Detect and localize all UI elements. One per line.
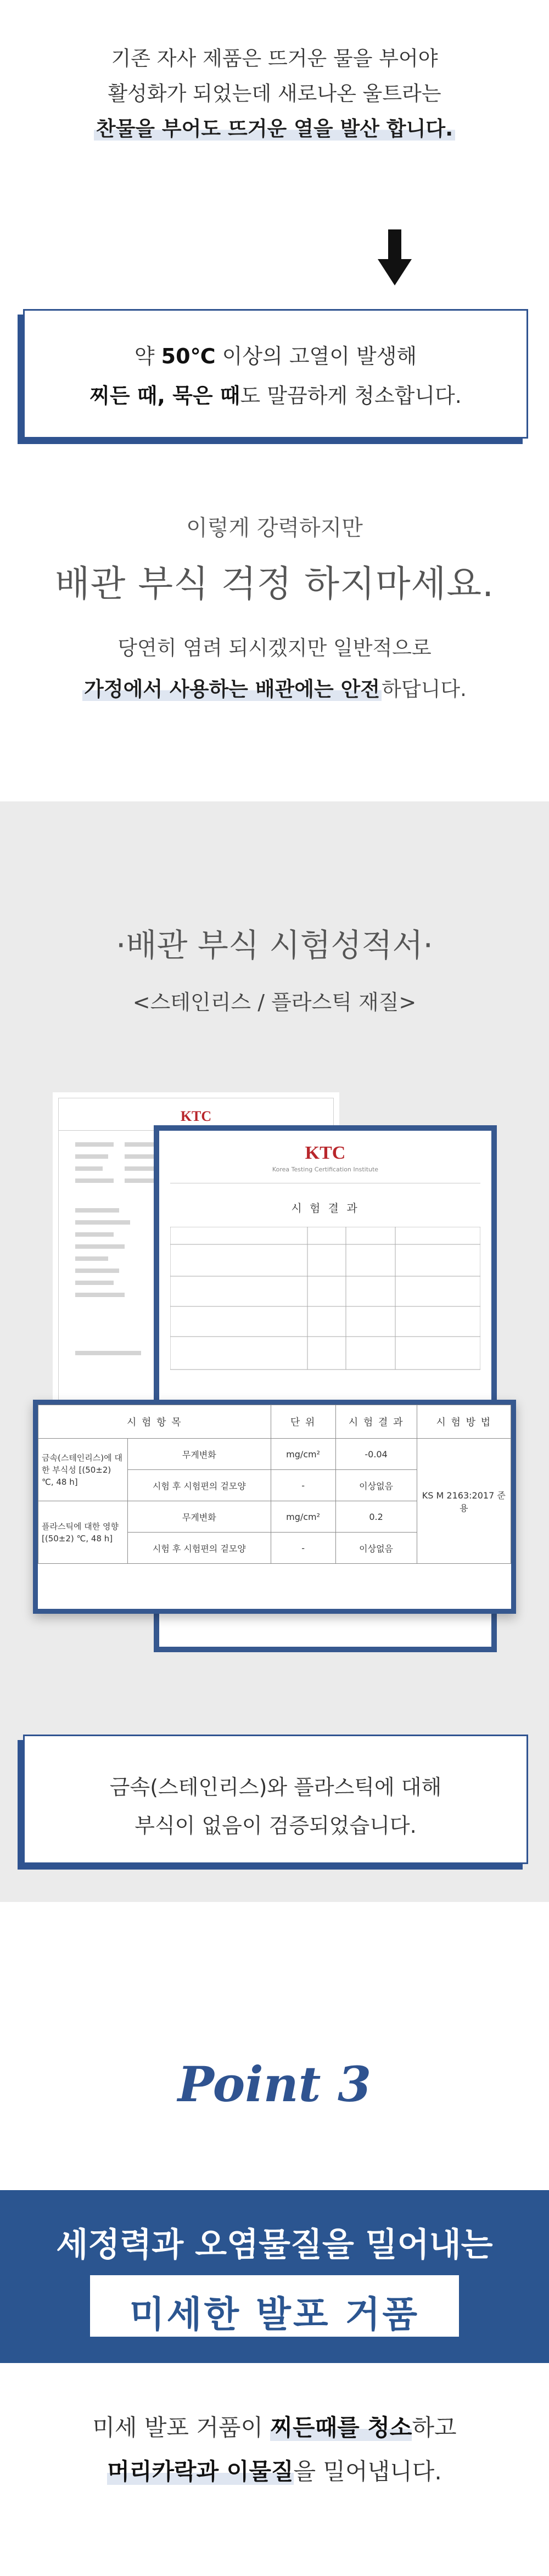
verification-box [23,1735,528,1864]
clean-highlight: 찌든때를 청소 [270,2414,412,2441]
strong-headline: 배관 부식 걱정 하지마세요. [54,563,495,605]
row-item: 시험 후 시험편의 겉모양 [128,1533,271,1564]
header-method: 시 험 방 법 [417,1405,511,1439]
row-unit: - [271,1533,335,1564]
intro-section [0,0,549,801]
heat-line-2: 찌든 때, 묵은 때도 말끔하게 청소합니다. [89,384,462,408]
table-row [38,1439,511,1470]
ktc-logo-subtitle: Korea Testing Certification Institute [272,1166,379,1173]
row-item: 무게변화 [128,1501,271,1533]
intro-line-1: 기존 자사 제품은 뜨거운 물을 부어야 [111,47,438,70]
banner-label-box [90,2275,459,2337]
row-item: 무게변화 [128,1439,271,1470]
down-arrow-icon [378,229,412,285]
banner-line-1: 세정력과 오염물질을 밀어내는 [56,2226,493,2264]
row-item: 시험 후 시험편의 겉모양 [128,1470,271,1501]
test-result-table [38,1405,511,1564]
safe-highlight: 가정에서 사용하는 배관에는 안전 [82,677,382,701]
header-result: 시 험 결 과 [335,1405,417,1439]
group-metal: 금속(스테인리스)에 대한 부식성 [(50±2) ℃, 48 h] [38,1439,128,1501]
certificate-section [0,801,549,1902]
ktc-logo: KTC [180,1108,212,1124]
temperature-value: 50℃ [161,344,216,368]
description-line-2: 머리카락과 이물질을 밀어냅니다. [107,2458,442,2485]
test-method: KS M 2163:2017 준용 [417,1439,511,1564]
intro-text [0,41,549,147]
row-result: 0.2 [335,1501,417,1533]
verify-line-2: 부식이 없음이 검증되었습니다. [135,1814,417,1838]
row-unit: - [271,1470,335,1501]
row-unit: mg/cm² [271,1439,335,1470]
point-section [0,1902,549,2576]
point-banner [0,2190,549,2363]
row-result: -0.04 [335,1439,417,1470]
row-result: 이상없음 [335,1470,417,1501]
description-line-1: 미세 발포 거품이 찌든때를 청소하고 [92,2414,457,2441]
point-label: Point 3 [177,2056,372,2113]
intro-line-3: 찬물을 부어도 뜨거운 열을 발산 합니다. [94,117,455,141]
hair-highlight: 머리카락과 이물질 [107,2458,294,2485]
intro-line-2: 활성화가 되었는데 새로나온 울트라는 [108,82,441,105]
header-unit: 단 위 [271,1405,335,1439]
stain-emphasis: 찌든 때, 묵은 때 [89,384,240,408]
reassure-line-1: 당연히 염려 되시겠지만 일반적으로 [117,636,432,660]
heat-info-box [23,309,528,439]
row-result: 이상없음 [335,1533,417,1564]
certificate-title: ·배관 부식 시험성적서· [116,927,433,964]
test-result-zoom [33,1400,516,1614]
row-unit: mg/cm² [271,1501,335,1533]
verify-line-1: 금속(스테인리스)와 플라스틱에 대해 [109,1775,442,1799]
document-table-lines [170,1227,480,1375]
reassure-line-2: 가정에서 사용하는 배관에는 안전하답니다. [0,672,549,702]
ktc-logo-front: KTC [305,1143,346,1163]
header-item: 시 험 항 목 [38,1405,271,1439]
banner-line-2: 미세한 발포 거품 [129,2293,420,2336]
strong-subtitle: 이렇게 강력하지만 [186,515,363,541]
certificate-subtitle: <스테인리스 / 플라스틱 재질> [132,990,417,1014]
doc-heading: 시 험 결 과 [291,1202,360,1215]
heat-line-1: 약 50℃ 이상의 고열이 발생해 [134,344,417,368]
group-plastic: 플라스틱에 대한 영향 [(50±2) ℃, 48 h] [38,1501,128,1564]
